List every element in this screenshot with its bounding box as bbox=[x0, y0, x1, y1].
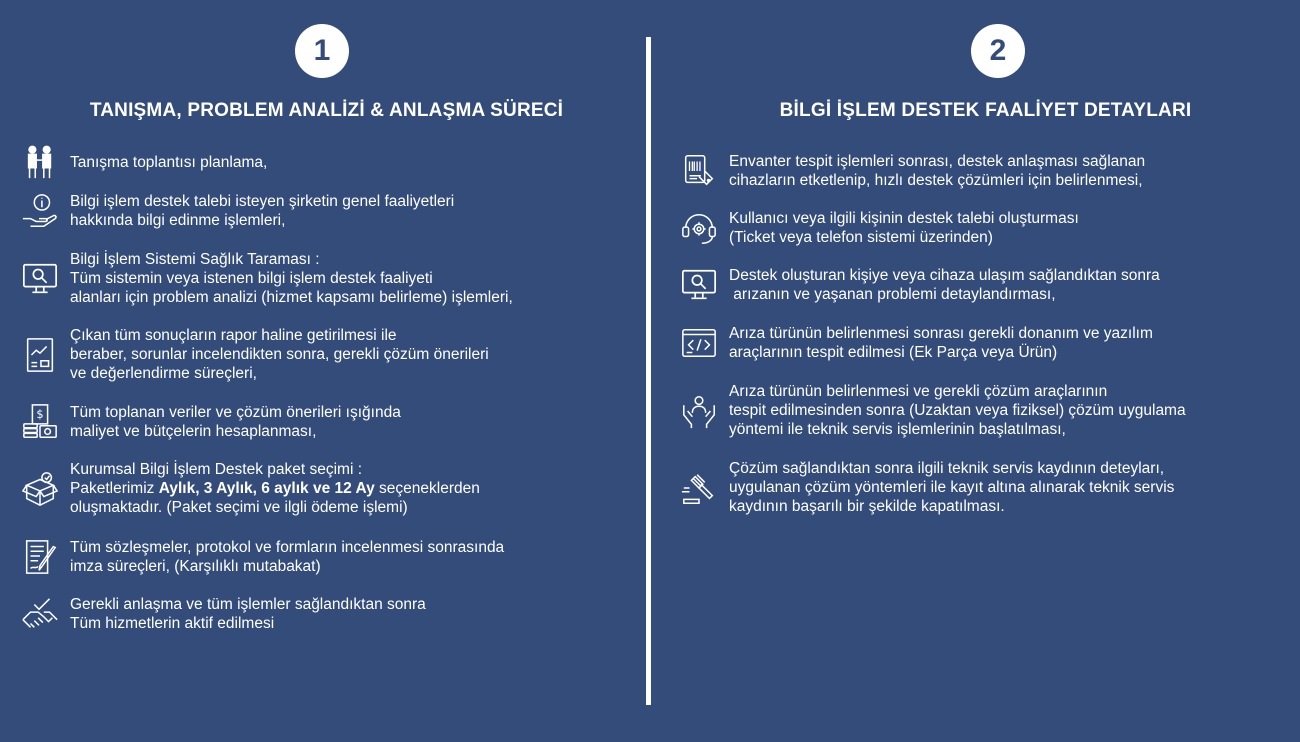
code-window-icon bbox=[679, 323, 719, 363]
item-text: ve değerlendirme süreçleri, bbox=[70, 365, 257, 382]
item-text: Tüm sözleşmeler, protokol ve formların incelenmesi sonrasında bbox=[70, 539, 505, 556]
list-item bbox=[20, 250, 513, 307]
item-text: Tüm sistemin veya istenen bilgi işlem destek faaliyeti bbox=[70, 270, 433, 287]
list-item bbox=[679, 151, 1145, 191]
gavel-icon bbox=[679, 468, 719, 508]
handshake-check-icon bbox=[20, 594, 60, 634]
step-number-2: 2 bbox=[971, 24, 1025, 78]
list-item bbox=[20, 537, 504, 577]
item-text: Arıza türünün belirlenmesi sonrası gerekli donanım ve yazılım bbox=[729, 325, 1153, 342]
item-text: uygulanan çözüm yöntemleri ile kayıt altına alınarak teknik servis bbox=[729, 479, 1175, 496]
meeting-people-icon bbox=[20, 142, 60, 182]
item-text: Bilgi işlem destek talebi isteyen şirketin genel faaliyetleri bbox=[70, 193, 455, 210]
barcode-label-icon bbox=[679, 151, 719, 191]
monitor-search-icon bbox=[20, 259, 60, 299]
item-text-prefix: Paketlerimiz bbox=[70, 480, 159, 497]
item-text: Gerekli anlaşma ve tüm işlemler sağlandıktan sonra bbox=[70, 596, 426, 613]
list-item bbox=[20, 191, 454, 231]
item-text bbox=[70, 479, 480, 498]
package-box-icon bbox=[20, 469, 60, 509]
item-text: oluşmaktadır. (Paket seçimi ve ilgli ödeme işlemi) bbox=[70, 499, 408, 516]
list-item bbox=[20, 594, 426, 634]
item-text: alanları için problem analizi (hizmet kapsamı belirleme) işlemleri, bbox=[70, 289, 513, 306]
column-divider bbox=[646, 37, 651, 705]
list-item bbox=[20, 402, 401, 442]
item-text: Tanışma toplantısı planlama, bbox=[70, 153, 268, 171]
item-text: Envanter tespit işlemleri sonrası, destek anlaşması sağlanan bbox=[729, 153, 1146, 170]
contract-sign-icon bbox=[20, 537, 60, 577]
list-item bbox=[20, 326, 489, 383]
list-item bbox=[20, 460, 480, 517]
item-text: Çözüm sağlandıktan sonra ilgili teknik servis kaydının deteyları, bbox=[729, 460, 1165, 477]
list-item bbox=[679, 265, 1160, 305]
item-text-suffix: seçeneklerden bbox=[374, 480, 480, 497]
item-text: Tüm toplanan veriler ve çözüm önerileri ışığında bbox=[70, 404, 401, 421]
item-text: Kullanıcı veya ilgili kişinin destek talebi oluşturması bbox=[729, 210, 1079, 227]
item-text: arızanın ve yaşanan problemi detaylandırması, bbox=[729, 286, 1056, 303]
item-text: Çıkan tüm sonuçların rapor haline getirilmesi ile bbox=[70, 327, 397, 344]
item-text: Tüm hizmetlerin aktif edilmesi bbox=[70, 615, 275, 632]
list-item bbox=[20, 142, 267, 182]
info-hand-icon bbox=[20, 191, 60, 231]
list-item bbox=[679, 208, 1079, 248]
right-section-title: BİLGİ İŞLEM DESTEK FAALİYET DETAYLARI bbox=[779, 100, 1192, 121]
list-item bbox=[679, 459, 1174, 516]
item-text: tespit edilmesinden sonra (Uzaktan veya fiziksel) çözüm uygulama bbox=[729, 402, 1186, 419]
item-text: maliyet ve bütçelerin hesaplanması, bbox=[70, 423, 317, 440]
headset-support-icon bbox=[679, 208, 719, 248]
money-budget-icon bbox=[20, 402, 60, 442]
item-text: Bilgi İşlem Sistemi Sağlık Taraması : bbox=[70, 251, 320, 268]
item-text: yöntemi ile teknik servis işlemlerinin başlatılması, bbox=[729, 421, 1066, 438]
item-text: imza süreçleri, (Karşılıklı mutabakat) bbox=[70, 558, 321, 575]
item-text: araçlarının tespit edilmesi (Ek Parça veya Ürün) bbox=[729, 344, 1058, 361]
item-text: cihazların etketlenip, hızlı destek çözümleri için belirlenmesi, bbox=[729, 172, 1143, 189]
item-text: hakkında bilgi edinme işlemleri, bbox=[70, 212, 286, 229]
item-text: Kurumsal Bilgi İşlem Destek paket seçimi : bbox=[70, 461, 363, 478]
hands-person-icon bbox=[679, 391, 719, 431]
item-text: Destek oluşturan kişiye veya cihaza ulaşım sağlandıktan sonra bbox=[729, 267, 1160, 284]
item-text: beraber, sorunlar incelendikten sonra, gerekli çözüm önerileri bbox=[70, 346, 489, 363]
left-section-title: TANIŞMA, PROBLEM ANALİZİ & ANLAŞMA SÜRECİ bbox=[89, 100, 564, 121]
package-options-text: Aylık, 3 Aylık, 6 aylık ve 12 Ay bbox=[158, 480, 375, 497]
monitor-search-icon bbox=[679, 265, 719, 305]
svg-text:$: $ bbox=[36, 407, 44, 422]
list-item bbox=[679, 382, 1186, 439]
list-item bbox=[679, 323, 1153, 363]
item-text: (Ticket veya telefon sistemi üzerinden) bbox=[729, 229, 993, 246]
item-text: kaydının başarılı bir şekilde kapatılması. bbox=[729, 498, 1005, 515]
item-text: Arıza türünün belirlenmesi ve gerekli çözüm araçlarının bbox=[729, 383, 1108, 400]
step-number-1: 1 bbox=[295, 24, 349, 78]
report-chart-icon bbox=[20, 335, 60, 375]
